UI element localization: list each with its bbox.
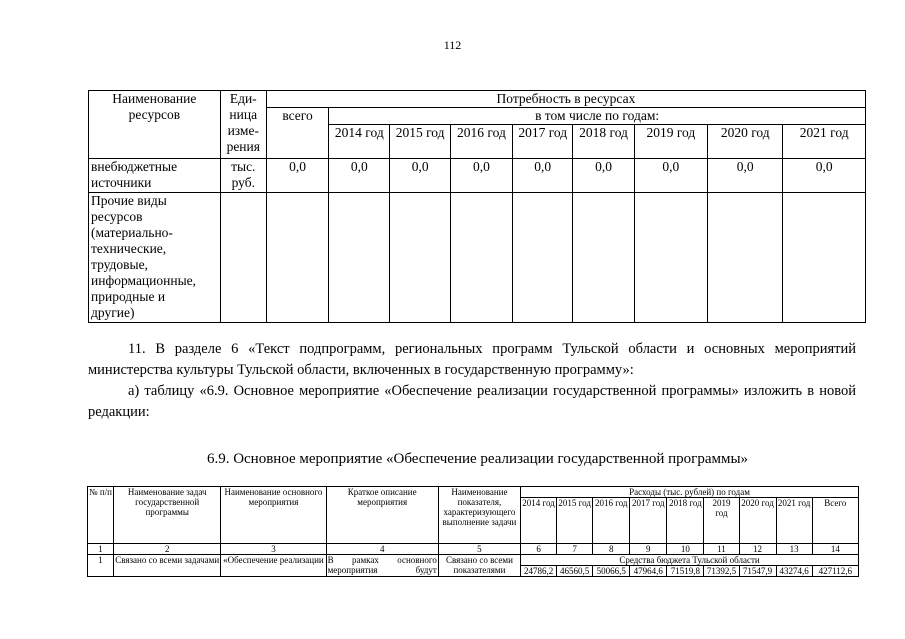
resources-table: [88, 90, 866, 323]
value-cell: 0,0: [266, 159, 328, 193]
year-header: 2021 год: [776, 498, 812, 544]
year-header: 2018 год: [573, 125, 634, 159]
header-unit: Еди-ница изме-рения: [220, 91, 266, 159]
column-number: 6: [521, 544, 557, 555]
value-cell: 0,0: [708, 159, 783, 193]
measures-table: [87, 486, 859, 577]
column-number: 13: [776, 544, 812, 555]
column-number: 4: [326, 544, 438, 555]
expense-value: 71519,8: [667, 566, 704, 577]
year-header: 2018 год: [667, 498, 704, 544]
year-header: 2016 год: [593, 498, 630, 544]
value-cell: 0,0: [329, 159, 390, 193]
year-header-total: Всего: [812, 498, 858, 544]
row-indicator: Связано со всеми показателями: [438, 555, 520, 577]
year-header: 2021 год: [783, 125, 866, 159]
other-resources-last: другие): [91, 305, 135, 320]
header-expenses: Расходы (тыс. рублей) по годам: [521, 487, 859, 498]
value-cell: 0,0: [390, 159, 450, 193]
value-cell: 0,0: [450, 159, 512, 193]
other-resources-middle: ресурсов (материально-технические, трудовые, информационные,: [91, 209, 197, 288]
year-header: 2014 год: [329, 125, 390, 159]
value-cell: 0,0: [634, 159, 707, 193]
year-header: 2016 год: [450, 125, 512, 159]
expense-total: 427112,6: [812, 566, 858, 577]
expense-value: 50066,5: [593, 566, 630, 577]
row-description: В рамках основного мероприятия будут: [327, 555, 437, 575]
budget-label: Средства бюджета Тульской области: [521, 555, 859, 566]
section-heading: 6.9. Основное мероприятие «Обеспечение реализации государственной программы»: [206, 451, 749, 467]
other-resources-line1: Прочие виды: [91, 193, 167, 208]
column-number: 14: [812, 544, 858, 555]
column-number: 11: [704, 544, 739, 555]
header-description: Краткое описание мероприятия: [326, 487, 438, 544]
expense-value: 47964,6: [630, 566, 667, 577]
value-cell: 0,0: [573, 159, 634, 193]
header-indicator: Наименование показателя, характеризующего выполнение задачи: [438, 487, 520, 544]
column-number: 12: [739, 544, 776, 555]
year-header: 2020 год: [739, 498, 776, 544]
column-number: 9: [630, 544, 667, 555]
expense-value: 71547,9: [739, 566, 776, 577]
year-header: 2017 год: [513, 125, 573, 159]
header-num: № п/п: [88, 487, 114, 544]
paragraph-11: 11. В разделе 6 «Текст подпрограмм, региональных программ Тульской области и основных мероприятий министерства культуры Тульской области, включенных в государственную программу»:: [88, 341, 856, 378]
column-number: 2: [114, 544, 221, 555]
header-total: всего: [266, 108, 328, 159]
row-num: 1: [88, 555, 114, 577]
year-header: 2017 год: [630, 498, 667, 544]
year-header: 2019 год: [634, 125, 707, 159]
expense-value: 71392,5: [704, 566, 739, 577]
expense-value: 46560,5: [557, 566, 593, 577]
row-main-measure: «Обеспечение реализации: [221, 555, 326, 577]
expense-value: 43274,6: [776, 566, 812, 577]
expense-value: 24786,2: [521, 566, 557, 577]
year-header: 2014 год: [521, 498, 557, 544]
header-main-measure: Наименование основного мероприятия: [221, 487, 326, 544]
row-offbudget-unit: тыс. руб.: [220, 159, 266, 193]
header-tasks: Наименование задач государственной программы: [114, 487, 221, 544]
column-number: 3: [221, 544, 326, 555]
column-number: 7: [557, 544, 593, 555]
page-number: 112: [443, 38, 462, 52]
value-cell: 0,0: [783, 159, 866, 193]
header-resource-name: Наименование ресурсов: [89, 91, 221, 159]
header-need: Потребность в ресурсах: [266, 91, 865, 108]
other-resources-line-natural: природные и: [91, 289, 166, 304]
column-number: 1: [88, 544, 114, 555]
header-by-year: в том числе по годам:: [329, 108, 866, 125]
column-number: 5: [438, 544, 520, 555]
column-number: 8: [593, 544, 630, 555]
year-header: 2019 год: [704, 498, 739, 544]
row-offbudget-name: внебюджетные источники: [89, 159, 221, 193]
year-header: 2015 год: [390, 125, 450, 159]
row-tasks: Связано со всеми задачами: [114, 555, 221, 577]
row-other-resources-name: [89, 193, 221, 323]
year-header: 2015 год: [557, 498, 593, 544]
column-number: 10: [667, 544, 704, 555]
year-header: 2020 год: [708, 125, 783, 159]
paragraph-a: а) таблицу «6.9. Основное мероприятие «Обеспечение реализации государственной программы» изложить в новой редакции:: [88, 383, 856, 420]
value-cell: 0,0: [513, 159, 573, 193]
